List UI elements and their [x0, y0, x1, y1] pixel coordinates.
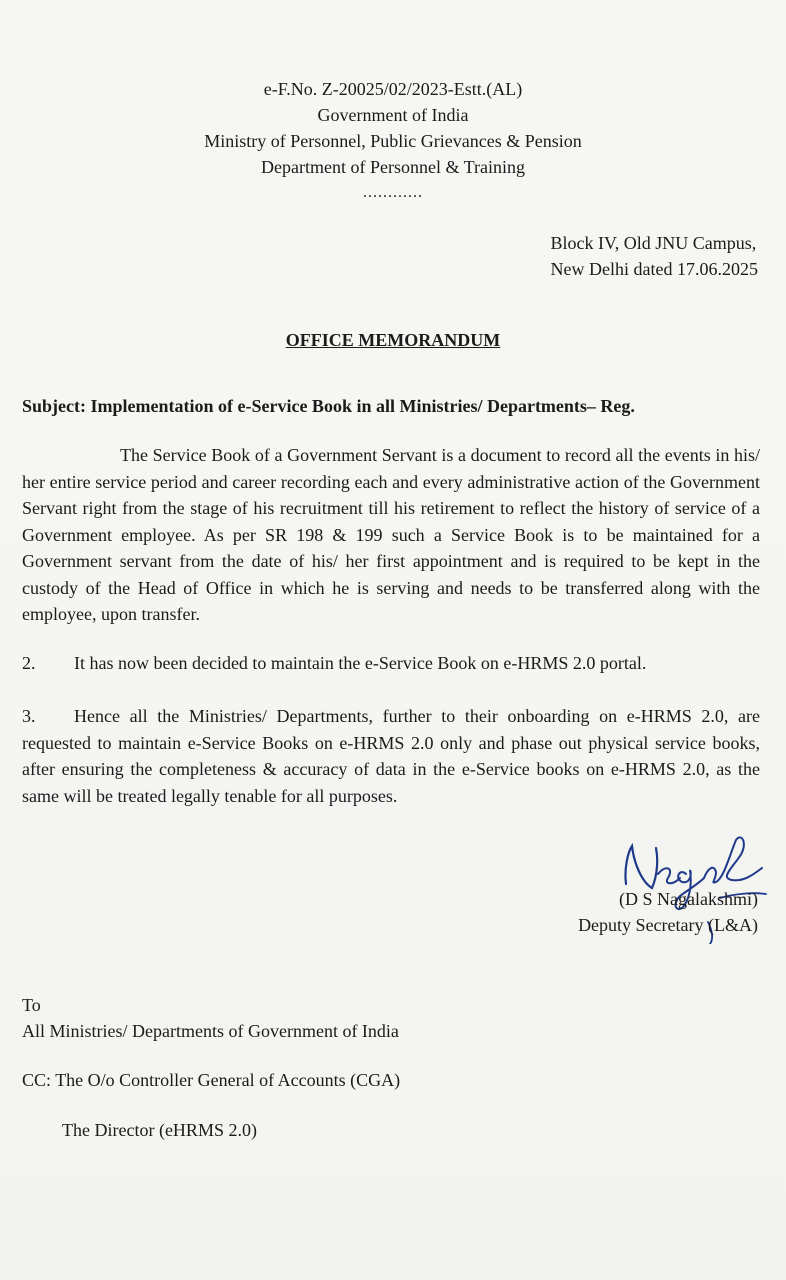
paragraph-3-text: Hence all the Ministries/ Departments, further to their onboarding on e-HRMS 2.0, are requested to maintain e-Service Books on e-HRMS 2.0 only and phase out physical service books, after ensuring the completeness & accuracy of data in the e-Service books on e-HRMS 2.0, as the same will be treated legally tenable for all purposes. [22, 706, 760, 806]
paragraph-2-number: 2. [22, 653, 36, 673]
header-separator: ............ [363, 184, 423, 201]
address-date-line: New Delhi dated 17.06.2025 [550, 259, 758, 279]
paragraph-2-text: It has now been decided to maintain the e-Service Book on e-HRMS 2.0 portal. [74, 653, 647, 673]
ministry-name: Ministry of Personnel, Public Grievances & Pension [204, 131, 582, 151]
paragraph-1 [22, 442, 760, 628]
government-name: Government of India [317, 105, 469, 125]
file-number: e-F.No. Z-20025/02/2023-Estt.(AL) [263, 79, 523, 99]
paragraph-3 [22, 703, 760, 809]
paragraph-1-text: The Service Book of a Government Servant is a document to record all the events in his/ her entire service period and career recording each and every administrative action of the Government Servant right from the stage of his recruitment till his retirement to reflect the history of service of a Government employee. As per SR 198 & 199 such a Service Book is to be maintained for a Government servant from the date of his/ her first appointment and is required to be kept in the custody of the Head of Office in which he is serving and needs to be transferred along with the employee, upon transfer. [22, 445, 760, 624]
memorandum-title: OFFICE MEMORANDUM [285, 330, 501, 350]
address-block [551, 230, 758, 282]
subject-line: Subject: Implementation of e-Service Book in all Ministries/ Departments– Reg. [22, 396, 635, 416]
letter-header [0, 76, 786, 180]
recipients-block [22, 992, 399, 1044]
cc-recipient-2: The Director (eHRMS 2.0) [62, 1120, 257, 1140]
signatory-block [578, 886, 758, 938]
address-line-1: Block IV, Old JNU Campus, [550, 233, 757, 253]
to-label: To [22, 995, 41, 1015]
paragraph-3-number: 3. [22, 706, 36, 726]
cc-recipient-1: CC: The O/o Controller General of Accounts (CGA) [22, 1070, 401, 1090]
signatory-name: (D S Nagalakshmi) [619, 889, 758, 909]
to-recipient: All Ministries/ Departments of Government of India [22, 1021, 399, 1041]
signatory-designation: Deputy Secretary (L&A) [578, 915, 758, 935]
department-name: Department of Personnel & Training [261, 157, 525, 177]
paragraph-2 [22, 650, 760, 677]
